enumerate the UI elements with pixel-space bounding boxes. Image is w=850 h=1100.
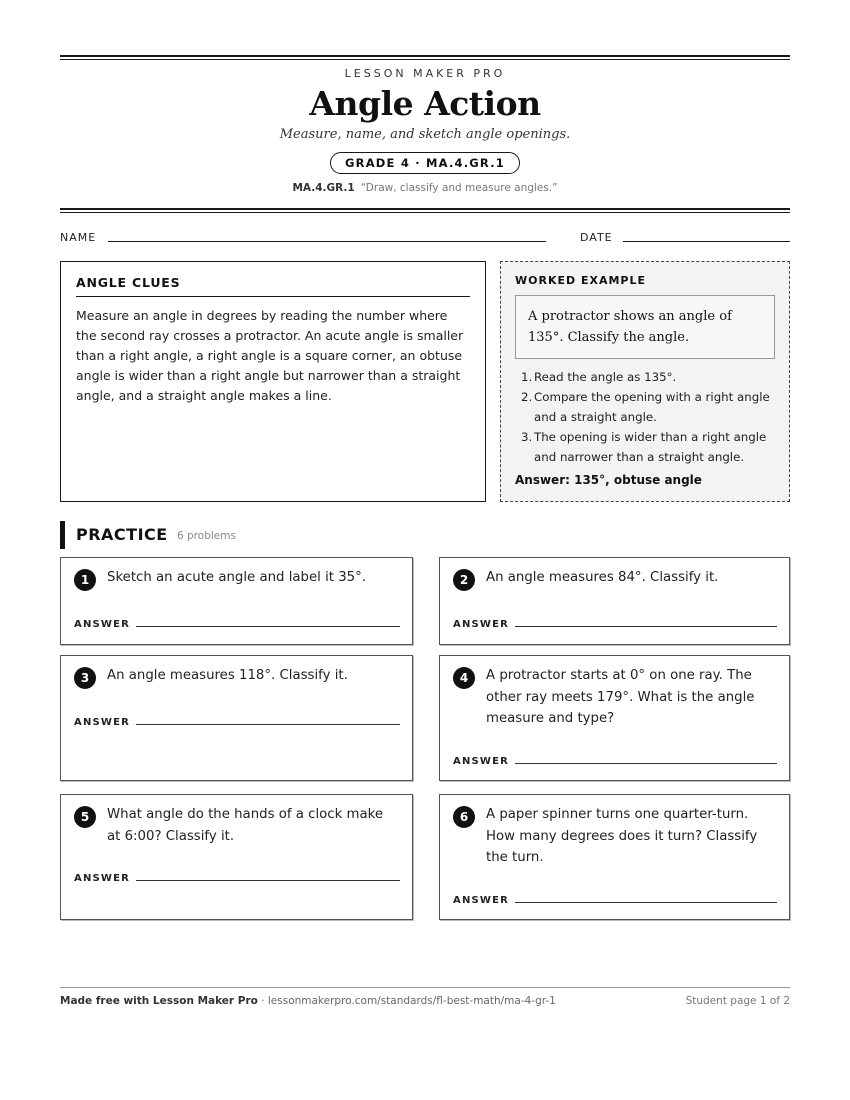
problem-number-badge: 3 <box>74 667 96 689</box>
practice-header <box>60 521 790 549</box>
answer-label: ANSWER <box>74 717 131 728</box>
name-field[interactable] <box>108 241 546 242</box>
worksheet-title: Angle Action <box>309 84 541 123</box>
angle-clues-box <box>60 261 486 502</box>
answer-field[interactable] <box>136 724 400 725</box>
problem-text: A paper spinner turns one quarter-turn. How many degrees does it turn? Classify the turn. <box>486 807 758 865</box>
practice-accent-bar <box>60 521 65 549</box>
answer-field[interactable] <box>515 763 777 764</box>
date-label: DATE <box>580 231 613 244</box>
practice-count: 6 problems <box>177 530 236 542</box>
standard-code: MA.4.GR.1 <box>292 182 355 194</box>
worked-example-prompt: A protractor shows an angle of 135°. Classify the angle. <box>515 295 775 359</box>
answer-label: ANSWER <box>453 619 510 630</box>
grade-badge: GRADE 4 · MA.4.GR.1 <box>330 152 520 174</box>
name-date-row <box>60 228 790 248</box>
problem-number-badge: 2 <box>453 569 475 591</box>
header-bottom-double-rule <box>60 208 790 213</box>
answer-field[interactable] <box>515 902 777 903</box>
example-step: 1. Read the angle as 135°. <box>521 370 677 384</box>
footer-rule <box>60 987 790 988</box>
problem-card-6 <box>439 794 790 920</box>
problem-text: What angle do the hands of a clock make at 6:00? Classify it. <box>107 807 384 844</box>
problem-card-2 <box>439 557 790 645</box>
footer-credit <box>60 995 556 1007</box>
problem-text: An angle measures 118°. Classify it. <box>107 668 348 683</box>
footer-url[interactable]: · lessonmakerpro.com/standards/fl-best-math/ma-4-gr-1 <box>257 995 556 1007</box>
worksheet-subtitle: Measure, name, and sketch angle openings. <box>279 127 571 142</box>
answer-label: ANSWER <box>453 756 510 767</box>
problem-text: A protractor starts at 0° on one ray. The other ray meets 179°. What is the angle measure and type? <box>486 668 755 726</box>
example-step: 2. Compare the opening with a right angle and a straight angle. <box>521 390 770 424</box>
footer-made-with: Made free with Lesson Maker Pro <box>60 995 258 1007</box>
answer-field[interactable] <box>136 626 400 627</box>
problem-number-badge: 5 <box>74 806 96 828</box>
answer-label: ANSWER <box>74 619 131 630</box>
problem-card-4 <box>439 655 790 781</box>
worksheet-page <box>60 0 790 1100</box>
problem-number-badge: 4 <box>453 667 475 689</box>
example-step: 3. The opening is wider than a right angle and narrower than a straight angle. <box>521 430 767 464</box>
answer-field[interactable] <box>515 626 777 627</box>
problem-card-5 <box>60 794 413 920</box>
worked-example-heading: WORKED EXAMPLE <box>515 274 646 287</box>
date-field[interactable] <box>623 241 790 242</box>
problem-number-badge: 6 <box>453 806 475 828</box>
worked-example-steps <box>515 367 775 467</box>
problem-card-1 <box>60 557 413 645</box>
problem-text: Sketch an acute angle and label it 35°. <box>107 570 367 585</box>
problem-card-3 <box>60 655 413 781</box>
practice-title: PRACTICE <box>76 525 168 544</box>
name-label: NAME <box>60 231 97 244</box>
problem-number-badge: 1 <box>74 569 96 591</box>
answer-label: ANSWER <box>453 895 510 906</box>
answer-label: ANSWER <box>74 873 131 884</box>
worked-example-box <box>500 261 790 502</box>
standard-text: “Draw, classify and measure angles.” <box>360 182 558 194</box>
angle-clues-text: Measure an angle in degrees by reading the number where the second ray crosses a protractor. An acute angle is smaller than a right angle, a right angle is a square corner, an obtuse angle is wider than a right angle but narrower than a straight angle, and a straight angle makes a line. <box>76 308 464 403</box>
footer-page-number: Student page 1 of 2 <box>685 995 790 1007</box>
answer-field[interactable] <box>136 880 400 881</box>
problem-text: An angle measures 84°. Classify it. <box>486 570 719 585</box>
top-double-rule <box>60 55 790 60</box>
angle-clues-heading: ANGLE CLUES <box>76 275 470 297</box>
standard-line <box>60 182 790 194</box>
worked-example-answer: Answer: 135°, obtuse angle <box>515 473 702 487</box>
brand-label: LESSON MAKER PRO <box>344 67 506 80</box>
